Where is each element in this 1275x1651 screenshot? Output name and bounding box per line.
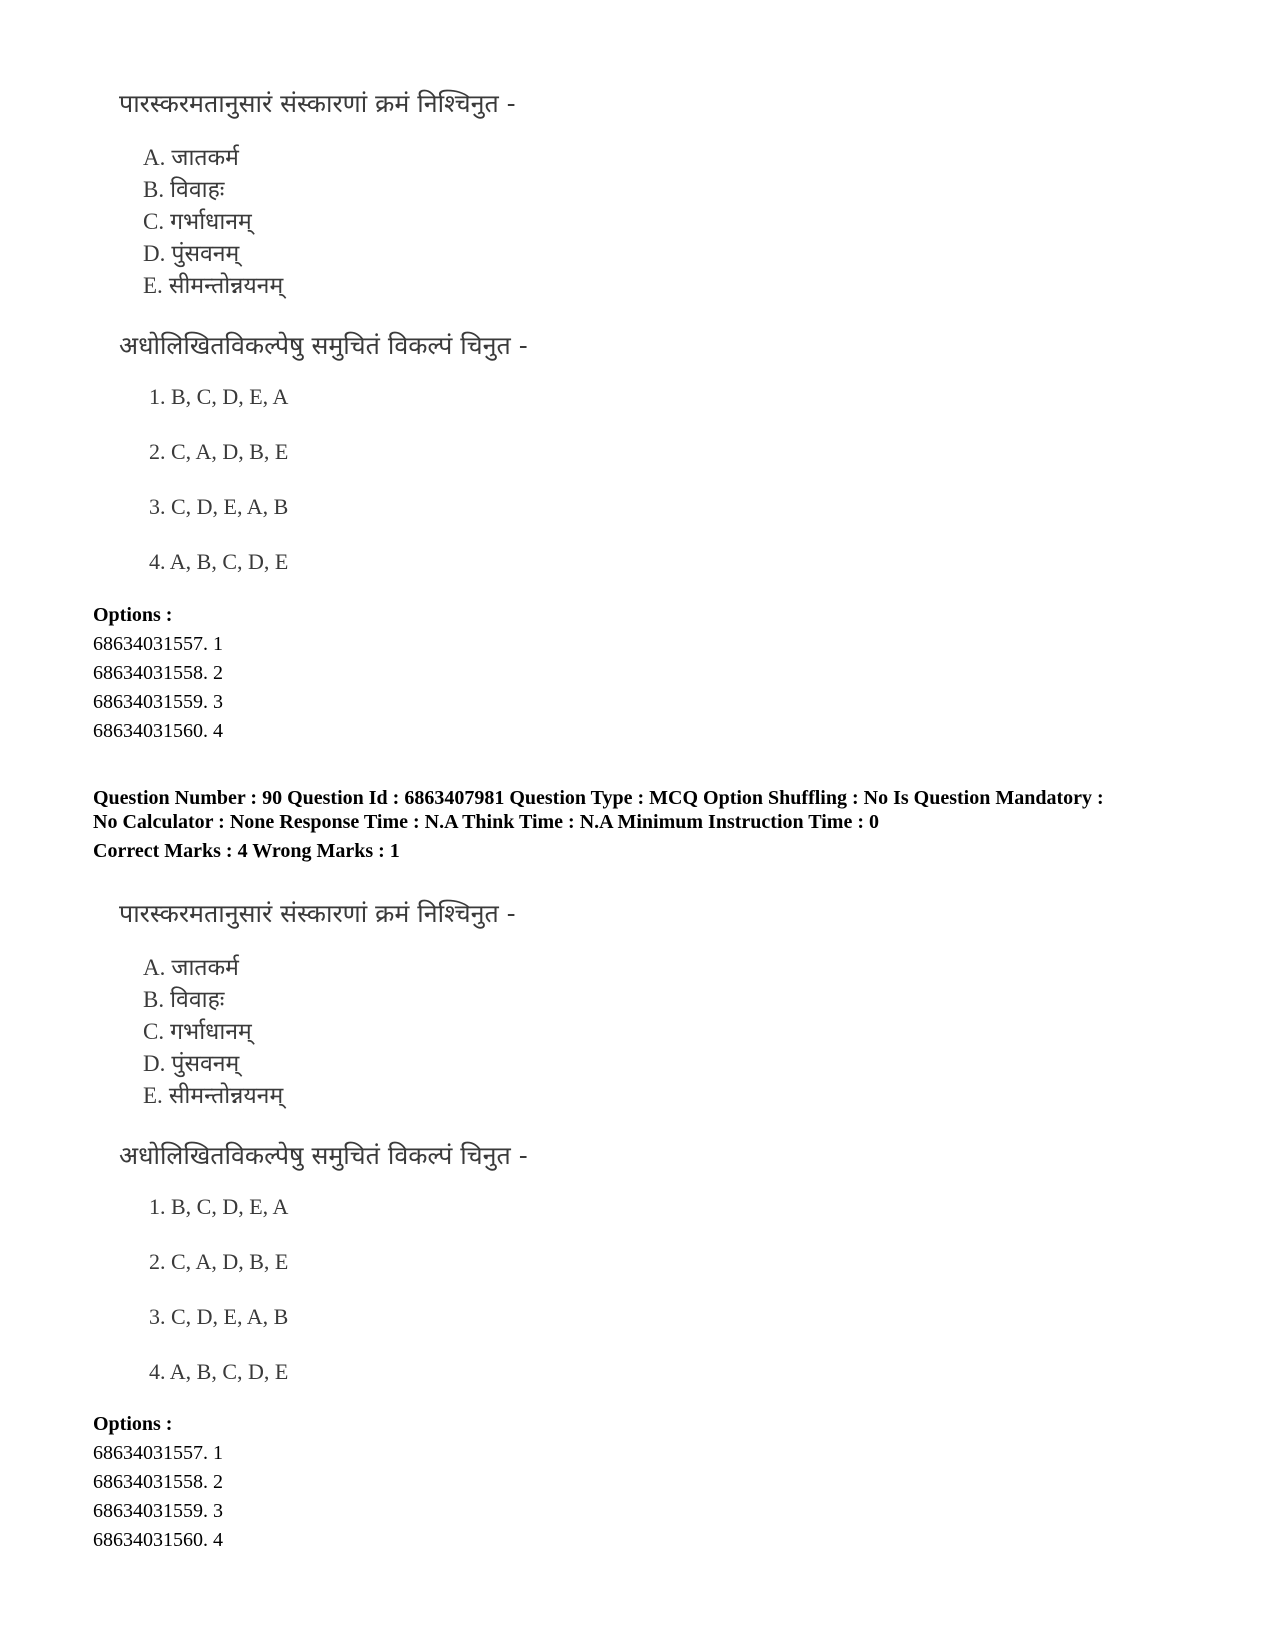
options-section-1 [93, 601, 223, 746]
list-item: B. विवाहः [143, 177, 225, 203]
option-row: 68634031559. 3 [93, 1500, 223, 1522]
question-marks: Correct Marks : 4 Wrong Marks : 1 [93, 840, 400, 862]
choice-item: 1. B, C, D, E, A [149, 384, 289, 409]
list-item: D. पुंसवनम् [143, 1051, 240, 1077]
question-meta-line-1: Question Number : 90 Question Id : 6863407981 Question Type : MCQ Option Shuffling : No Is Question Mandatory : [93, 787, 1104, 809]
option-row: 68634031558. 2 [93, 1471, 223, 1493]
choice-list [149, 1194, 288, 1414]
option-row: 68634031559. 3 [93, 691, 223, 713]
choice-item: 1. B, C, D, E, A [149, 1194, 289, 1219]
list-item: E. सीमन्तोन्नयनम् [143, 1083, 284, 1109]
item-list [143, 952, 283, 1112]
question-meta-line-2: No Calculator : None Response Time : N.A Think Time : N.A Minimum Instruction Time : 0 [93, 811, 879, 833]
option-row: 68634031557. 1 [93, 1442, 223, 1464]
options-label: Options : [93, 1413, 173, 1435]
question-instruction: अधोलिखितविकल्पेषु समुचितं विकल्पं चिनुत - [119, 1141, 528, 1170]
list-item: E. सीमन्तोन्नयनम् [143, 273, 284, 299]
list-item: A. जातकर्म [143, 145, 239, 171]
question-stem: पारस्करमतानुसारं संस्कारणां क्रमं निश्चिनुत - [119, 899, 516, 928]
list-item: D. पुंसवनम् [143, 241, 240, 267]
list-item: A. जातकर्म [143, 955, 239, 981]
choice-item: 4. A, B, C, D, E [149, 549, 289, 574]
list-item: B. विवाहः [143, 987, 225, 1013]
list-item: C. गर्भाधानम् [143, 1019, 252, 1045]
question-stem: पारस्करमतानुसारं संस्कारणां क्रमं निश्चिनुत - [119, 89, 516, 118]
choice-item: 3. C, D, E, A, B [149, 494, 289, 519]
option-row: 68634031558. 2 [93, 662, 223, 684]
choice-list [149, 384, 288, 604]
choice-item: 2. C, A, D, B, E [149, 1249, 289, 1274]
choice-item: 4. A, B, C, D, E [149, 1359, 289, 1384]
choice-item: 3. C, D, E, A, B [149, 1304, 289, 1329]
option-row: 68634031560. 4 [93, 1529, 223, 1551]
options-label: Options : [93, 604, 173, 626]
option-row: 68634031560. 4 [93, 720, 223, 742]
question-header [93, 786, 1193, 863]
item-list [143, 142, 283, 302]
options-section-2 [93, 1410, 223, 1555]
list-item: C. गर्भाधानम् [143, 209, 252, 235]
option-row: 68634031557. 1 [93, 633, 223, 655]
choice-item: 2. C, A, D, B, E [149, 439, 289, 464]
question-instruction: अधोलिखितविकल्पेषु समुचितं विकल्पं चिनुत - [119, 331, 528, 360]
